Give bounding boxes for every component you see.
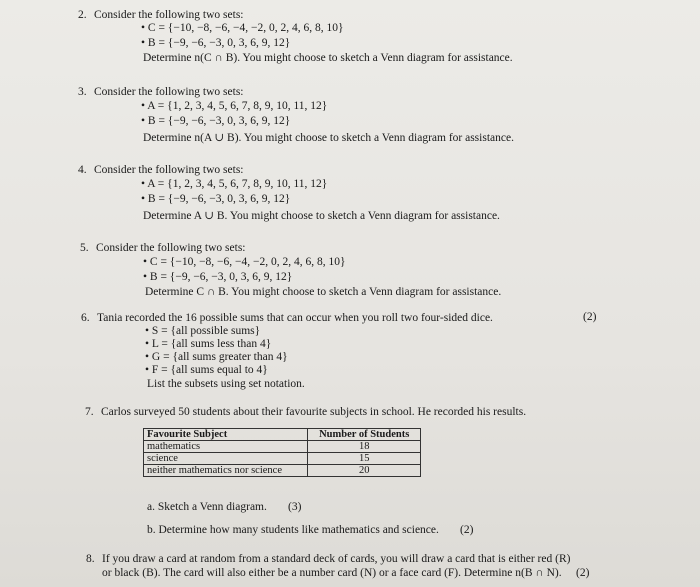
table-row [144,441,421,453]
question-text: Consider the following two sets: [94,164,244,176]
instruction-line: Determine A ∪ B. You might choose to sketch a Venn diagram for assistance. [143,210,500,222]
set-line: • A = {1, 2, 3, 4, 5, 6, 7, 8, 9, 10, 11, 12} [141,100,328,112]
table-header-row [144,429,421,441]
survey-table [143,428,421,477]
question-number: 7. [85,406,94,418]
set-line: • C = {−10, −8, −6, −4, −2, 0, 2, 4, 6, 8, 10} [143,256,346,268]
question-number: 6. [81,312,90,324]
question-number: 2. [78,9,87,21]
table-cell: neither mathematics nor science [144,465,308,477]
set-line: • S = {all possible sums} [145,325,261,337]
question-number: 8. [86,553,95,565]
table-header: Number of Students [308,429,421,441]
question-text: Carlos surveyed 50 students about their favourite subjects in school. He recorded his results. [101,406,527,418]
question-number: 5. [80,242,89,254]
question-text: If you draw a card at random from a standard deck of cards, you will draw a card that is either red (R) [102,553,571,565]
table-cell: 18 [308,441,421,453]
marks-label: (2) [460,524,474,536]
set-line: • A = {1, 2, 3, 4, 5, 6, 7, 8, 9, 10, 11, 12} [141,178,328,190]
table-header: Favourite Subject [144,429,308,441]
table-cell: mathematics [144,441,308,453]
set-line: • B = {−9, −6, −3, 0, 3, 6, 9, 12} [141,193,291,205]
marks-label: (2) [576,567,590,579]
question-text: Tania recorded the 16 possible sums that can occur when you roll two four-sided dice. [97,312,493,324]
instruction-line: List the subsets using set notation. [147,378,305,390]
question-text: Consider the following two sets: [94,86,244,98]
instruction-line: Determine n(A ∪ B). You might choose to sketch a Venn diagram for assistance. [143,132,514,144]
set-line: • B = {−9, −6, −3, 0, 3, 6, 9, 12} [141,115,291,127]
table-cell: science [144,453,308,465]
table-cell: 20 [308,465,421,477]
sub-question-a: a. Sketch a Venn diagram. [147,501,267,513]
marks-label: (3) [288,501,302,513]
question-number: 3. [78,86,87,98]
question-number: 4. [78,164,87,176]
question-text-continued: or black (B). The card will also either be a number card (N) or a face card (F). Determine n(B ∩ N). [102,567,562,579]
set-line: • B = {−9, −6, −3, 0, 3, 6, 9, 12} [143,271,293,283]
question-text: Consider the following two sets: [94,9,244,21]
set-line: • F = {all sums equal to 4} [145,364,268,376]
set-line: • B = {−9, −6, −3, 0, 3, 6, 9, 12} [141,37,291,49]
instruction-line: Determine C ∩ B. You might choose to sketch a Venn diagram for assistance. [145,286,502,298]
table-cell: 15 [308,453,421,465]
set-line: • L = {all sums less than 4} [145,338,272,350]
sub-question-b: b. Determine how many students like mathematics and science. [147,524,439,536]
set-line: • G = {all sums greater than 4} [145,351,288,363]
table-row [144,465,421,477]
set-line: • C = {−10, −8, −6, −4, −2, 0, 2, 4, 6, 8, 10} [141,22,344,34]
instruction-line: Determine n(C ∩ B). You might choose to sketch a Venn diagram for assistance. [143,52,513,64]
marks-label: (2) [583,311,597,323]
question-text: Consider the following two sets: [96,242,246,254]
table-row [144,453,421,465]
